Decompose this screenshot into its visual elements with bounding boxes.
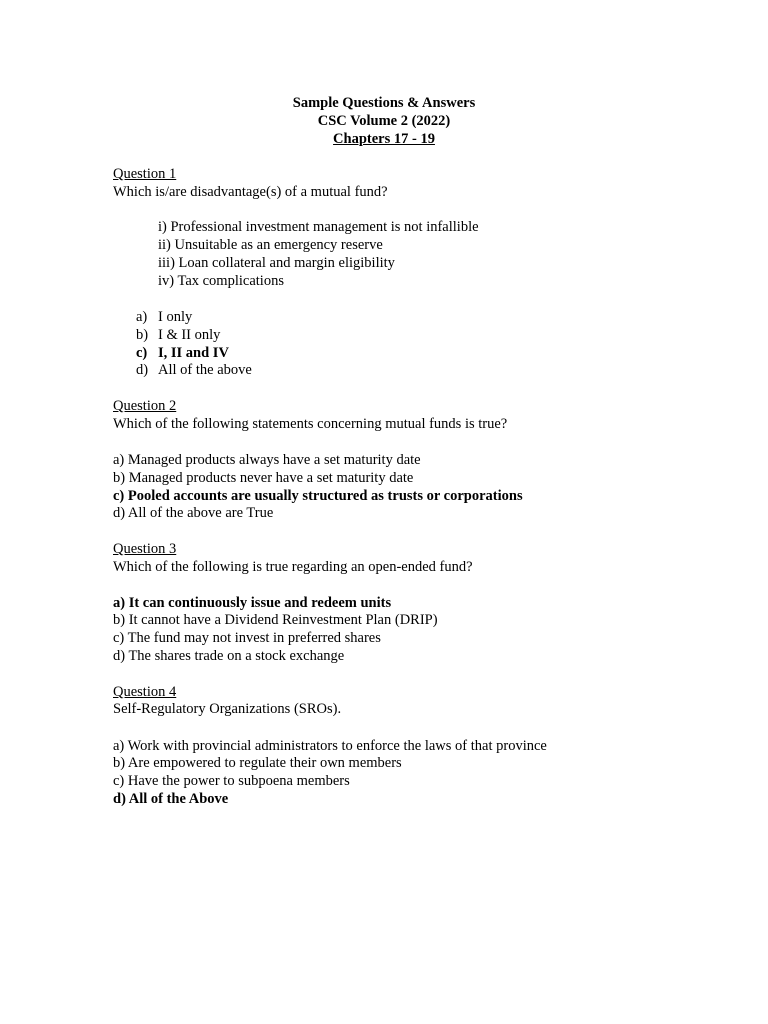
question-2-option-c: c) Pooled accounts are usually structured as trusts or corporations: [113, 488, 523, 504]
question-1-option-d-letter: d): [136, 362, 149, 378]
question-1-heading: Question 1: [113, 166, 177, 182]
question-2-text: Which of the following statements concerning mutual funds is true?: [113, 416, 508, 432]
document-title: Sample Questions & Answers: [292, 95, 476, 111]
question-4-heading: Question 4: [113, 684, 177, 700]
question-1-statement-1: i) Professional investment management is not infallible: [158, 219, 479, 235]
question-4-option-a: a) Work with provincial administrators to enforce the laws of that province: [113, 738, 547, 754]
question-1-text: Which is/are disadvantage(s) of a mutual fund?: [113, 184, 388, 200]
question-4-option-c: c) Have the power to subpoena members: [113, 773, 350, 789]
question-3-heading: Question 3: [113, 541, 177, 557]
question-3-text: Which of the following is true regarding an open-ended fund?: [113, 559, 473, 575]
question-1-option-a-letter: a): [136, 309, 148, 325]
question-1-option-b-text: I & II only: [158, 327, 221, 343]
question-1-statement-4: iv) Tax complications: [158, 273, 284, 289]
question-3-option-a: a) It can continuously issue and redeem units: [113, 595, 392, 611]
question-2-option-a: a) Managed products always have a set maturity date: [113, 452, 421, 468]
document-subtitle: CSC Volume 2 (2022): [317, 113, 451, 129]
question-1-statement-2: ii) Unsuitable as an emergency reserve: [158, 237, 383, 253]
chapters-heading: Chapters 17 - 19: [333, 131, 435, 147]
question-1-option-d-text: All of the above: [158, 362, 252, 378]
question-1-statement-3: iii) Loan collateral and margin eligibility: [158, 255, 395, 271]
question-1-option-a-text: I only: [158, 309, 193, 325]
question-2-option-b: b) Managed products never have a set maturity date: [113, 470, 414, 486]
question-4-option-d: d) All of the Above: [113, 791, 229, 807]
question-3-option-d: d) The shares trade on a stock exchange: [113, 648, 345, 664]
question-3-option-b: b) It cannot have a Dividend Reinvestment Plan (DRIP): [113, 612, 438, 628]
question-1-option-b-letter: b): [136, 327, 149, 343]
question-1-option-c-letter: c): [136, 345, 148, 361]
question-2-heading: Question 2: [113, 398, 177, 414]
question-3-option-c: c) The fund may not invest in preferred shares: [113, 630, 381, 646]
question-1-option-c-text: I, II and IV: [158, 345, 229, 361]
question-4-text: Self-Regulatory Organizations (SROs).: [113, 701, 342, 717]
chapters-heading-wrap: [0, 130, 768, 148]
question-2-option-d: d) All of the above are True: [113, 505, 274, 521]
question-4-option-b: b) Are empowered to regulate their own members: [113, 755, 402, 771]
